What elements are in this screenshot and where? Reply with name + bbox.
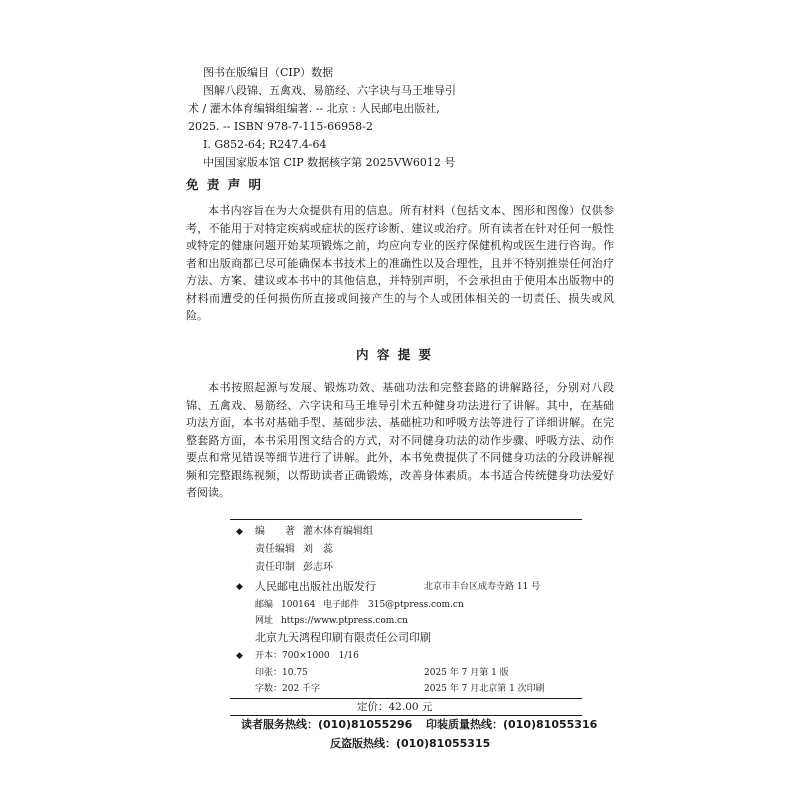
format-value: 开本：700×1000 1/16 <box>255 651 359 661</box>
piracy-hotline: 反盗版热线：(010)81055315 <box>330 737 491 750</box>
email-label: 电子邮件 <box>323 600 360 610</box>
disclaimer-title: 免 责 声 明 <box>186 177 264 192</box>
disclaimer-body <box>186 202 614 325</box>
diamond-publisher-icon: ◆ <box>236 582 243 592</box>
summary-body <box>186 379 614 502</box>
edition-value: 2025 年 7 月第 1 版 <box>424 668 509 678</box>
sheets-value: 印张：10.75 <box>255 668 308 678</box>
cip-heading: 图书在版编目（CIP）数据 <box>203 66 334 79</box>
postcode-label: 邮编 <box>255 600 274 610</box>
diamond-format-icon: ◆ <box>236 651 243 661</box>
email-value: 315@ptpress.com.cn <box>368 600 464 610</box>
editor-label: 责任编辑 <box>255 544 295 555</box>
postcode-value: 100164 <box>281 600 316 610</box>
address-value: 北京市丰台区成寿寺路 11 号 <box>424 582 541 592</box>
impression-value: 2025 年 7 月北京第 1 次印刷 <box>424 684 545 694</box>
website-label: 网址 <box>255 616 274 626</box>
summary-title: 内 容 提 要 <box>356 347 434 362</box>
publisher-value: 人民邮电出版社出版发行 <box>255 580 376 593</box>
printer-value: 北京九天鸿程印刷有限责任公司印刷 <box>255 631 431 644</box>
summary-text: 本书按照起源与发展、锻炼功效、基础功法和完整套路的讲解路径，分别对八段锦、五禽戏、易筋经、六字诀和马王堆导引术五种健身功法进行了讲解。其中，在基础功法方面，本书对基础手型、基础步法、基础桩功和呼吸方法等进行了详细讲解。在完整套路方面，本书采用图文结合的方式，对不同健身功法的动作步骤、呼吸方法、动作要点和常见错误等细节进行了讲解。此外，本书免费提供了不同健身功法的分段讲解视频和完整跟练视频，以帮助读者正确锻炼，改善身体素质。本书适合传统健身功法爱好者阅读。 <box>186 381 614 499</box>
diamond-author-icon: ◆ <box>236 527 243 537</box>
cip-line-5: 中国国家版本馆 CIP 数据核字第 2025VW6012 号 <box>203 156 456 169</box>
service-hotline: 读者服务热线：(010)81055296 <box>241 718 413 731</box>
printing-label: 责任印制 <box>255 562 295 573</box>
author-value: 灌木体育编辑组 <box>303 526 373 537</box>
imprint-top-rule <box>230 519 582 520</box>
printing-value: 彭志环 <box>303 562 333 573</box>
price-value: 定价：42.00 元 <box>357 701 433 713</box>
disclaimer-text: 本书内容旨在为大众提供有用的信息。所有材料（包括文本、图形和图像）仅供参考，不能用于对特定疾病或症状的医疗诊断、建议或治疗。所有读者在针对任何一般性或特定的健康问题开始某项锻炼之前，均应向专业的医疗保健机构或医生进行咨询。作者和出版商都已尽可能确保本书技术上的准确性以及合理性，且并不特别推崇任何治疗方法、方案、建议或本书中的其他信息，并特别声明，不会承担由于使用本出版物中的材料而遭受的任何损伤所直接或间接产生的与个人或团体相关的一切责任、损失或风险。 <box>186 204 614 322</box>
quality-hotline: 印装质量热线：(010)81055316 <box>426 718 598 731</box>
editor-value: 刘 蕊 <box>303 544 333 555</box>
website-value: https://www.ptpress.com.cn <box>281 616 408 626</box>
cip-line-1: 图解八段锦、五禽戏、易筋经、六字诀与马王堆导引 <box>203 84 456 97</box>
author-label: 编 著 <box>255 526 295 537</box>
words-value: 字数：202 千字 <box>255 684 321 694</box>
cip-line-3: 2025. -- ISBN 978-7-115-66958-2 <box>188 120 373 133</box>
cip-line-2: 术 / 灌木体育编辑组编著. -- 北京 : 人民邮电出版社, <box>188 102 440 115</box>
cip-line-4: Ⅰ. G852-64; R247.4-64 <box>203 138 327 151</box>
